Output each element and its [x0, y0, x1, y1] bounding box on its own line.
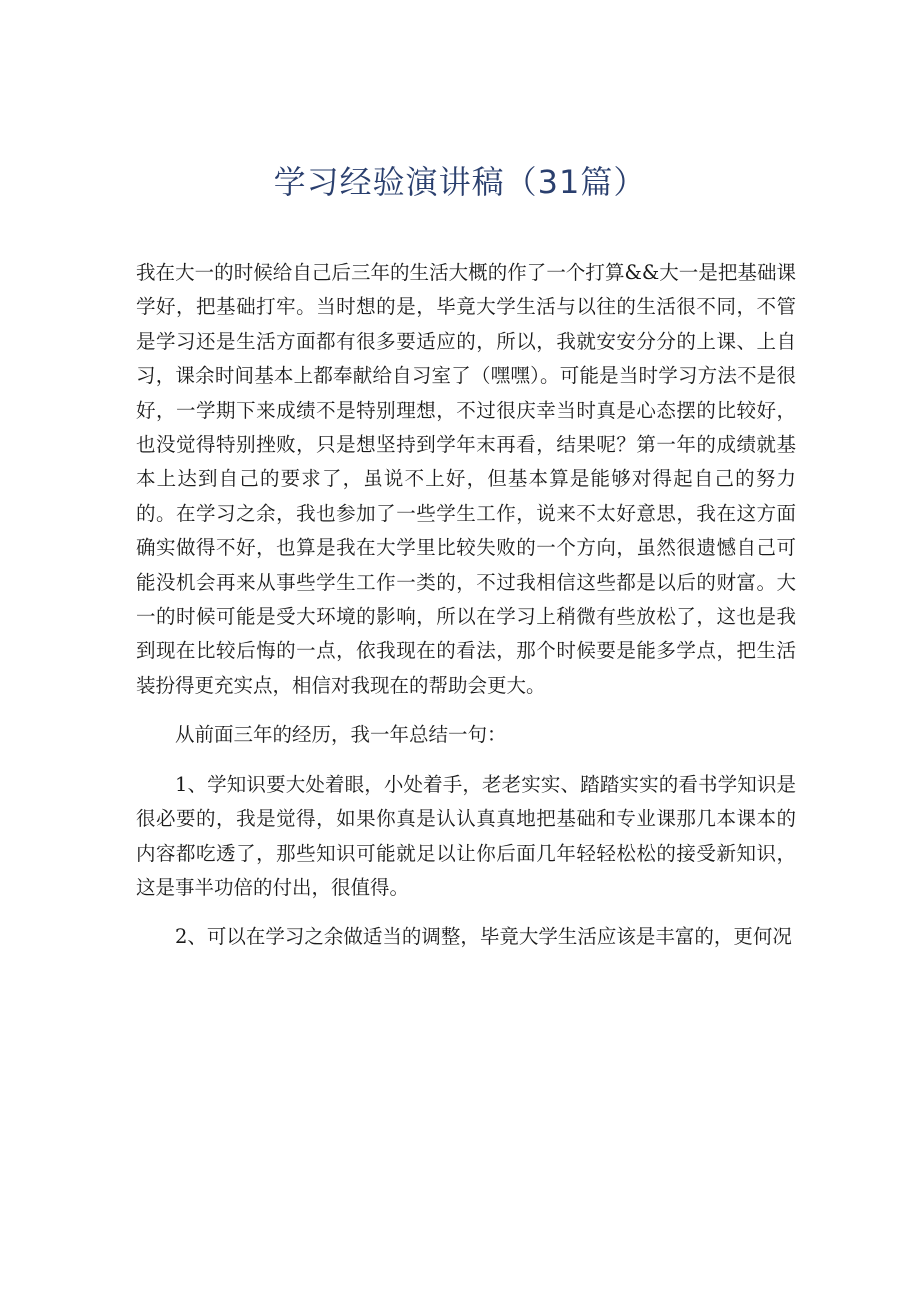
paragraph-summary-lead: 从前面三年的经历，我一年总结一句： [175, 723, 507, 747]
document-body [136, 256, 796, 970]
paragraph-point-2: 2、可以在学习之余做适当的调整，毕竟大学生活应该是丰富的，更何况 [175, 925, 792, 949]
paragraph-intro: 我在大一的时候给自己后三年的生活大概的作了一个打算&&大一是把基础课学好，把基础打牢。当时想的是，毕竟大学生活与以往的生活很不同，不管是学习还是生活方面都有很多要适应的，所以，我就安安分分的上课、上自习，课余时间基本上都奉献给自习室了（嘿嘿）。可能是当时学习方法不是很好，一学期下来成绩不是特别理想，不过很庆幸当时真是心态摆的比较好，也没觉得特别挫败，只是想坚持到学年末再看，结果呢？第一年的成绩就基本上达到自己的要求了，虽说不上好，但基本算是能够对得起自己的努力的。在学习之余，我也参加了一些学生工作，说来不太好意思，我在这方面确实做得不好，也算是我在大学里比较失败的一个方向，虽然很遗憾自己可能没机会再来从事些学生工作一类的，不过我相信这些都是以后的财富。大一的时候可能是受大环境的影响，所以在学习上稍微有些放松了，这也是我到现在比较后悔的一点，依我现在的看法，那个时候要是能多学点，把生活装扮得更充实点，相信对我现在的帮助会更大。 [136, 261, 796, 697]
document-title: 学习经验演讲稿（31篇） [273, 163, 647, 201]
paragraph-point-1: 1、学知识要大处着眼，小处着手，老老实实、踏踏实实的看书学知识是很必要的，我是觉得，如果你真是认认真真地把基础和专业课那几本课本的内容都吃透了，那些知识可能就足以让你后面几年轻轻松松的接受新知识，这是事半功倍的付出，很值得。 [136, 772, 796, 899]
